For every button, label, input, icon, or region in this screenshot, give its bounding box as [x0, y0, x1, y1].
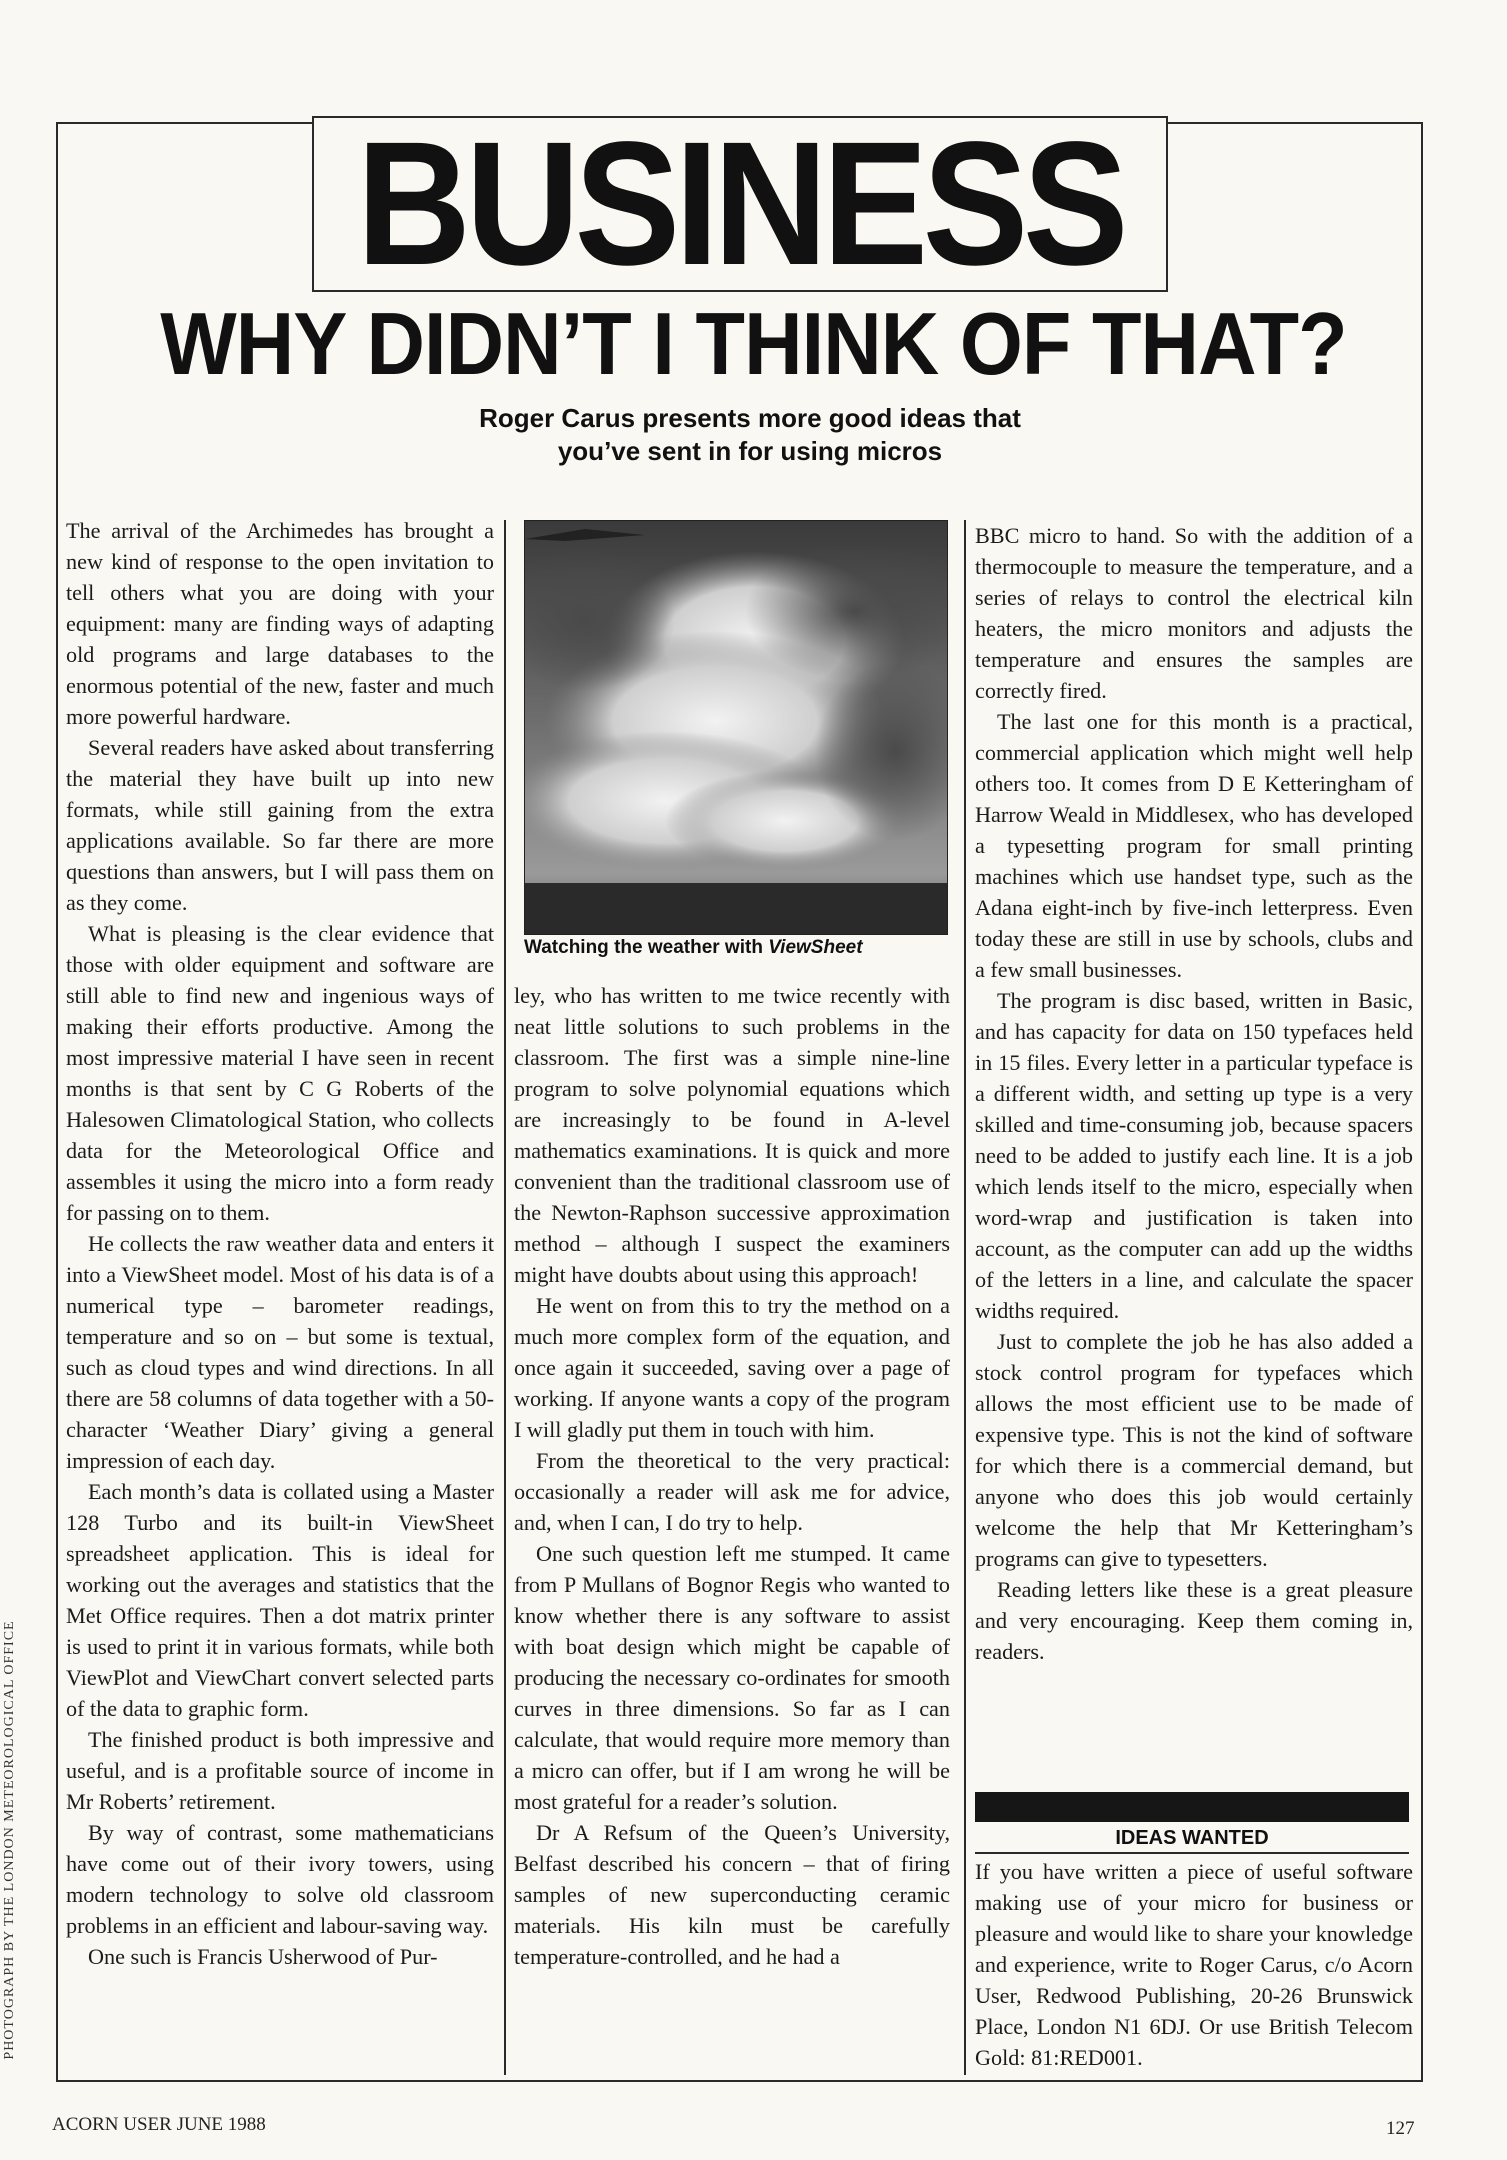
- section-title: BUSINESS: [356, 106, 1124, 302]
- col1-paragraph: The finished product is both impressive and useful, and is a profitable source of income in Mr Roberts’ retirement.: [66, 1727, 494, 1814]
- photo-credit: PHOTOGRAPH BY THE LONDON METEOROLOGICAL OFFICE: [2, 1620, 17, 2060]
- col2-paragraph: From the theoretical to the very practical: occasionally a reader will ask me for advice, and, when I can, I do try to help.: [514, 1448, 950, 1535]
- article-headline: WHY DIDN’T I THINK OF THAT?: [160, 294, 1347, 393]
- ideas-wanted-title: IDEAS WANTED: [1115, 1827, 1269, 1849]
- col1-paragraph: Several readers have asked about transferring the material they have built up into new formats, while still gaining from the extra applications available. So far there are more questions than answers, but I will pass them on as they come.: [66, 735, 494, 915]
- col2-paragraph: One such question left me stumped. It came from P Mullans of Bognor Regis who wanted to know whether there is any software to assist with boat design which might be capable of producing the necessary co-ordinates for smooth curves in three dimensions. So far as I can calculate, that would require more memory than a micro can offer, but if I am wrong he will be most grateful for a reader’s solution.: [514, 1541, 950, 1814]
- section-banner: [312, 106, 1168, 302]
- article-column-1: [66, 515, 494, 2065]
- col3-paragraph: Reading letters like these is a great pleasure and very encouraging. Keep them coming in, readers.: [975, 1577, 1413, 1664]
- col2-paragraph: He went on from this to try the method on a much more complex form of the equation, and once again it succeeded, saving over a page of working. If anyone wants a copy of the program I will gladly put them in touch with him.: [514, 1293, 950, 1442]
- ideas-wanted-box: [975, 1856, 1413, 2106]
- weather-photo: [524, 520, 948, 935]
- col1-paragraph: He collects the raw weather data and enters it into a ViewSheet model. Most of his data is of a numerical type – barometer readings, temperature and so on – but some is textual, such as cloud types and wind directions. In all there are 58 columns of data together with a 50-character ‘Weather Diary’ giving a general impression of each day.: [66, 1231, 494, 1473]
- col2-paragraph: ley, who has written to me twice recently with neat little solutions to such problems in the classroom. The first was a simple nine-line program to solve polynomial equations which are increasingly to be found in A-level mathematics examinations. It is quick and more convenient than the traditional classroom use of the Newton-Raphson successive approximation method – although I suspect the examiners might have doubts about using this approach!: [514, 983, 950, 1287]
- col1-paragraph: The arrival of the Archimedes has brought a new kind of response to the open invitation to tell others what you are doing with your equipment: many are finding ways of adapting old programs and large databases to the enormous potential of the new, faster and much more powerful hardware.: [66, 518, 494, 729]
- col3-paragraph: The last one for this month is a practical, commercial application which might well help others too. It comes from D E Ketteringham of Harrow Weald in Middlesex, who has developed a typesetting program for small printing machines which use handset type, such as the Adana eight-inch by five-inch letterpress. Even today these are still in use by schools, clubs and a few small businesses.: [975, 709, 1413, 982]
- col1-paragraph: Each month’s data is collated using a Master 128 Turbo and its built-in ViewSheet spreadsheet application. This is ideal for working out the averages and statistics that the Met Office requires. Then a dot matrix printer is used to print it in various formats, while both ViewPlot and ViewChart convert selected parts of the data to graphic form.: [66, 1479, 494, 1721]
- article-standfirst: Roger Carus presents more good ideas that you’ve sent in for using micros: [479, 403, 1021, 466]
- col2-paragraph: Dr A Refsum of the Queen’s University, Belfast described his concern – that of firing samples of new superconducting ceramic materials. His kiln must be carefully temperature-controlled, and he had a: [514, 1820, 950, 1969]
- caption-text: Watching the weather with: [524, 937, 769, 958]
- col1-paragraph: One such is Francis Usherwood of Pur-: [88, 1944, 438, 1969]
- ideas-wanted-rule: [975, 1852, 1409, 1854]
- col1-paragraph: By way of contrast, some mathematicians have come out of their ivory towers, using modern technology to solve old classroom problems in an efficient and labour-saving way.: [66, 1820, 494, 1938]
- col3-paragraph: The program is disc based, written in Basic, and has capacity for data on 150 typefaces held in 15 files. Every letter in a particular typeface is a different width, and setting up type is a very skilled and time-consuming job, because spacers need to be added to justify each line. It is a job which lends itself to the micro, especially when word-wrap and justification is taken into account, as the computer can add up the widths of the letters in a line, and calculate the spacer widths required.: [975, 988, 1413, 1323]
- caption-title: ViewSheet: [768, 937, 863, 958]
- ideas-wanted-text: If you have written a piece of useful software making use of your micro for business or pleasure and would like to share your knowledge and experience, write to Roger Carus, c/o Acorn User, Redwood Publishing, 20-26 Brunswick Place, London N1 6DJ. Or use British Telecom Gold: 81:RED001.: [975, 1859, 1413, 2070]
- col3-paragraph: Just to complete the job he has also added a stock control program for typefaces which allows the most efficient use to be made of expensive type. This is not the kind of software for which there is a commercial demand, but anyone who does this job would certainly welcome the help that Mr Ketteringham’s programs can give to typesetters.: [975, 1329, 1413, 1571]
- col3-paragraph: BBC micro to hand. So with the addition of a thermocouple to measure the temperature, and a series of relays to control the electrical kiln heaters, the micro monitors and adjusts the temperature and ensures the samples are correctly fired.: [975, 523, 1413, 703]
- column-rule: [964, 520, 966, 2075]
- publication-footer: ACORN USER JUNE 1988: [52, 2114, 266, 2135]
- col1-paragraph: What is pleasing is the clear evidence that those with older equipment and software are still able to find new and ingenious ways of making their efforts productive. Among the most impressive material I have seen in recent months is that sent by C G Roberts of the Halesowen Climatological Station, who collects data for the Meteorological Office and assembles it using the micro into a form ready for passing on to them.: [66, 921, 494, 1225]
- photo-caption: [524, 936, 948, 960]
- page-number: 127: [1386, 2118, 1415, 2139]
- article-column-3: [975, 520, 1413, 1870]
- cloud-image-icon: [525, 521, 948, 935]
- ideas-wanted-bar: [975, 1792, 1409, 1822]
- column-rule: [504, 520, 506, 2075]
- article-column-2: [514, 980, 950, 2070]
